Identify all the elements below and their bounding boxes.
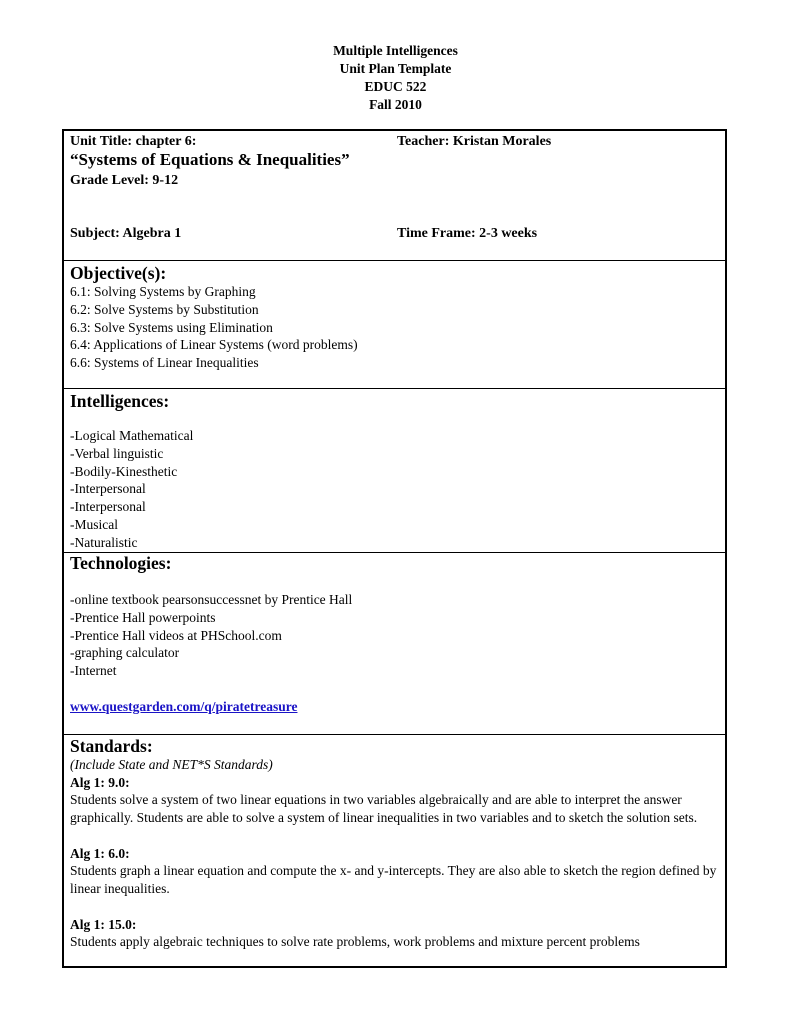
standard-2-label: Alg 1: 6.0: <box>70 846 130 861</box>
unit-info-section <box>64 131 725 261</box>
list-item: 6.6: Systems of Linear Inequalities <box>70 355 259 371</box>
objectives-section <box>64 261 725 389</box>
document-header <box>0 42 791 114</box>
standard-3-text: Students apply algebraic techniques to solve rate problems, work problems and mixture percent problems <box>70 934 640 949</box>
list-item: -Prentice Hall videos at PHSchool.com <box>70 627 282 643</box>
list-item: 6.3: Solve Systems using Elimination <box>70 319 273 335</box>
list-item: -Verbal linguistic <box>70 445 164 461</box>
grade-level: Grade Level: 9-12 <box>70 173 179 188</box>
unit-plan-table <box>62 129 727 968</box>
standard-1-text: Students solve a system of two linear equations in two variables algebraically and are able to interpret the answer graphically. Students are able to solve a system of linear inequalities in two variables and to sketch the solution sets. <box>70 792 698 825</box>
intelligences-heading: Intelligences: <box>70 391 170 411</box>
standard-1-label: Alg 1: 9.0: <box>70 775 130 790</box>
list-item: -Bodily-Kinesthetic <box>70 463 178 479</box>
list-item: -Musical <box>70 516 118 532</box>
standards-section <box>64 735 725 966</box>
header-line-4: Fall 2010 <box>369 97 422 112</box>
list-item: -Naturalistic <box>70 534 138 550</box>
objectives-heading: Objective(s): <box>70 263 167 283</box>
header-line-1: Multiple Intelligences <box>333 43 458 58</box>
technologies-list <box>70 591 352 680</box>
standard-3-label: Alg 1: 15.0: <box>70 917 137 932</box>
list-item: -online textbook pearsonsuccessnet by Prentice Hall <box>70 592 353 607</box>
time-frame: Time Frame: 2-3 weeks <box>397 226 538 241</box>
standard-2-text: Students graph a linear equation and compute the x- and y-intercepts. They are also able to sketch the region defined by linear inequalities. <box>70 863 717 896</box>
list-item: -Interpersonal <box>70 481 146 497</box>
list-item: 6.2: Solve Systems by Substitution <box>70 301 259 317</box>
list-item: -Internet <box>70 663 117 679</box>
technologies-section <box>64 553 725 735</box>
unit-title: “Systems of Equations & Inequalities” <box>70 150 350 169</box>
standards-note: (Include State and NET*S Standards) <box>70 757 273 772</box>
list-item: 6.1: Solving Systems by Graphing <box>70 284 256 299</box>
technologies-heading: Technologies: <box>70 553 172 573</box>
list-item: 6.4: Applications of Linear Systems (word problems) <box>70 337 358 353</box>
header-line-3: EDUC 522 <box>364 79 427 94</box>
standards-heading: Standards: <box>70 736 153 756</box>
list-item: -Prentice Hall powerpoints <box>70 609 216 625</box>
intelligences-section <box>64 389 725 553</box>
questgarden-link[interactable]: www.questgarden.com/q/piratetreasure <box>70 699 298 714</box>
objectives-list <box>70 283 358 372</box>
intelligences-list <box>70 427 193 552</box>
list-item: -Interpersonal <box>70 499 146 515</box>
list-item: -Logical Mathematical <box>70 428 194 443</box>
header-line-2: Unit Plan Template <box>339 61 452 76</box>
unit-title-label: Unit Title: chapter 6: <box>70 134 197 149</box>
list-item: -graphing calculator <box>70 645 180 661</box>
teacher-name: Teacher: Kristan Morales <box>397 134 552 149</box>
subject: Subject: Algebra 1 <box>70 226 182 241</box>
